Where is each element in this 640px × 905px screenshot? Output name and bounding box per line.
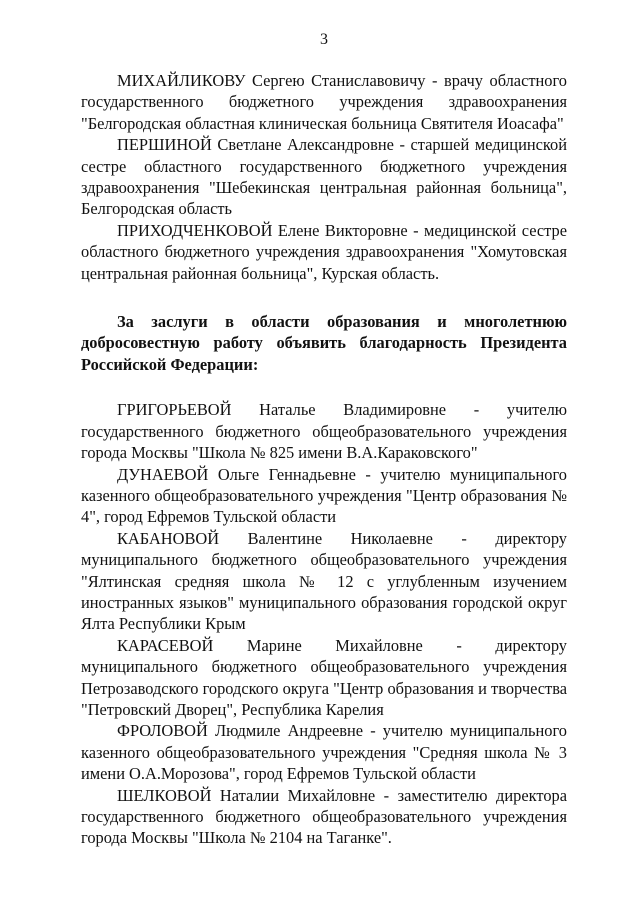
page-number: 3 — [320, 31, 328, 48]
award-entry-shelkova: ШЕЛКОВОЙ Наталии Михайловне - заместителю директора государственного бюджетного общеобразовательного учреждения города Москвы "Школа № 2104 на Таганке". — [81, 785, 567, 848]
award-entry-kabanova: КАБАНОВОЙ Валентине Николаевне - директору муниципального бюджетного общеобразовательного учреждения "Ялтинская средняя школа № 12 с углубленным изучением иностранных языков" муниципального образования городской округ Ялта Республики Крым — [81, 528, 567, 634]
document-page — [81, 0, 567, 905]
section-heading-education: За заслуги в области образования и многолетнюю добросовестную работу объявить благодарность Президента Российской Федерации: — [81, 312, 567, 374]
award-entry-pershina: ПЕРШИНОЙ Светлане Александровне - старшей медицинской сестре областного государственного бюджетного учреждения здравоохранения "Шебекинская центральная районная больница", Белгородская область — [81, 135, 567, 219]
document-body — [81, 70, 567, 849]
award-entry-mikhailikov: МИХАЙЛИКОВУ Сергею Станиславовичу - врачу областного государственного бюджетного учреждения здравоохранения "Белгородская областная клиническая больница Святителя Иоасафа" — [81, 71, 567, 133]
award-entry-karaseva: КАРАСЕВОЙ Марине Михайловне - директору муниципального бюджетного общеобразовательного учреждения Петрозаводского городского округа "Центр образования и творчества "Петровский Дворец", Республика Карелия — [81, 635, 567, 719]
award-entry-prikhodchenkova: ПРИХОДЧЕНКОВОЙ Елене Викторовне - медицинской сестре областного бюджетного учреждения здравоохранения "Хомутовская центральная районная больница", Курская область. — [81, 220, 567, 283]
award-entry-dunaeva: ДУНАЕВОЙ Ольге Геннадьевне - учителю муниципального казенного общеобразовательного учреждения "Центр образования № 4", город Ефремов Тульской области — [81, 464, 567, 527]
award-entry-frolova: ФРОЛОВОЙ Людмиле Андреевне - учителю муниципального казенного общеобразовательного учреждения "Средняя школа № 3 имени О.А.Морозова", город Ефремов Тульской области — [81, 721, 567, 784]
award-entry-grigorieva: ГРИГОРЬЕВОЙ Наталье Владимировне - учителю государственного бюджетного общеобразовательного учреждения города Москвы "Школа № 825 имени В.А.Караковского" — [81, 400, 567, 463]
